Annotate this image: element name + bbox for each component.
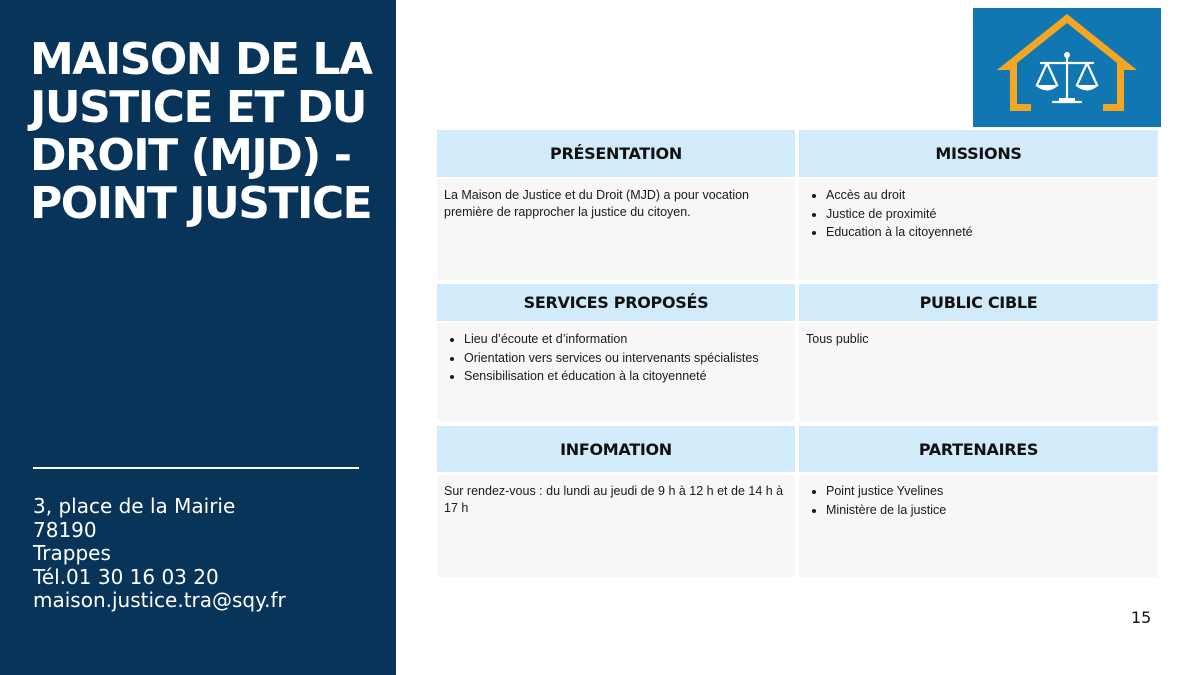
information-text: Sur rendez-vous : du lundi au jeudi de 9 h à 12 h et de 14 h à 17 h <box>444 484 784 515</box>
address: 3, place de la Mairie <box>33 494 236 518</box>
services-cell <box>437 323 795 421</box>
postal-code: 78190 <box>33 517 97 542</box>
services-header: SERVICES PROPOSÉS <box>437 284 795 321</box>
page-title: MAISON DE LA JUSTICE ET DU DROIT (MJD) - POINT JUSTICE <box>30 34 372 229</box>
presentation-header: PRÉSENTATION <box>437 130 795 177</box>
public-text: Tous public <box>806 332 869 346</box>
partners-cell <box>799 475 1158 577</box>
presentation-text: La Maison de Justice et du Droit (MJD) a pour vocation première de rapprocher la justice du citoyen. <box>444 188 749 219</box>
page-number: 15 <box>1131 608 1152 627</box>
left-panel <box>0 0 396 675</box>
list-item: • Lieu d’écoute et d’information <box>464 331 788 348</box>
missions-list <box>806 187 1151 241</box>
list-item: • Accès au droit <box>826 187 1151 204</box>
information-header: INFOMATION <box>437 426 795 472</box>
presentation-cell <box>437 179 795 280</box>
partners-list <box>806 483 1151 519</box>
phone: Tél.01 30 16 03 20 <box>33 564 219 589</box>
list-item: • Ministère de la justice <box>826 502 1151 519</box>
list-item: • Point justice Yvelines <box>826 483 1151 500</box>
contact-block <box>33 495 286 613</box>
missions-header: MISSIONS <box>799 130 1158 177</box>
missions-cell <box>799 179 1158 280</box>
house-with-justice-scales-icon <box>973 8 1161 127</box>
list-item: • Orientation vers services ou intervenants spécialistes <box>464 350 788 367</box>
divider <box>33 467 359 469</box>
public-header: PUBLIC CIBLE <box>799 284 1158 321</box>
list-item: • Justice de proximité <box>826 206 1151 223</box>
partners-header: PARTENAIRES <box>799 426 1158 472</box>
email: maison.justice.tra@sqy.fr <box>33 588 286 612</box>
list-item: • Sensibilisation et éducation à la citoyenneté <box>464 368 788 385</box>
services-list <box>444 331 788 385</box>
city: Trappes <box>33 541 111 565</box>
public-cell <box>799 323 1158 421</box>
information-cell <box>437 475 795 577</box>
list-item: • Education à la citoyenneté <box>826 224 1151 241</box>
